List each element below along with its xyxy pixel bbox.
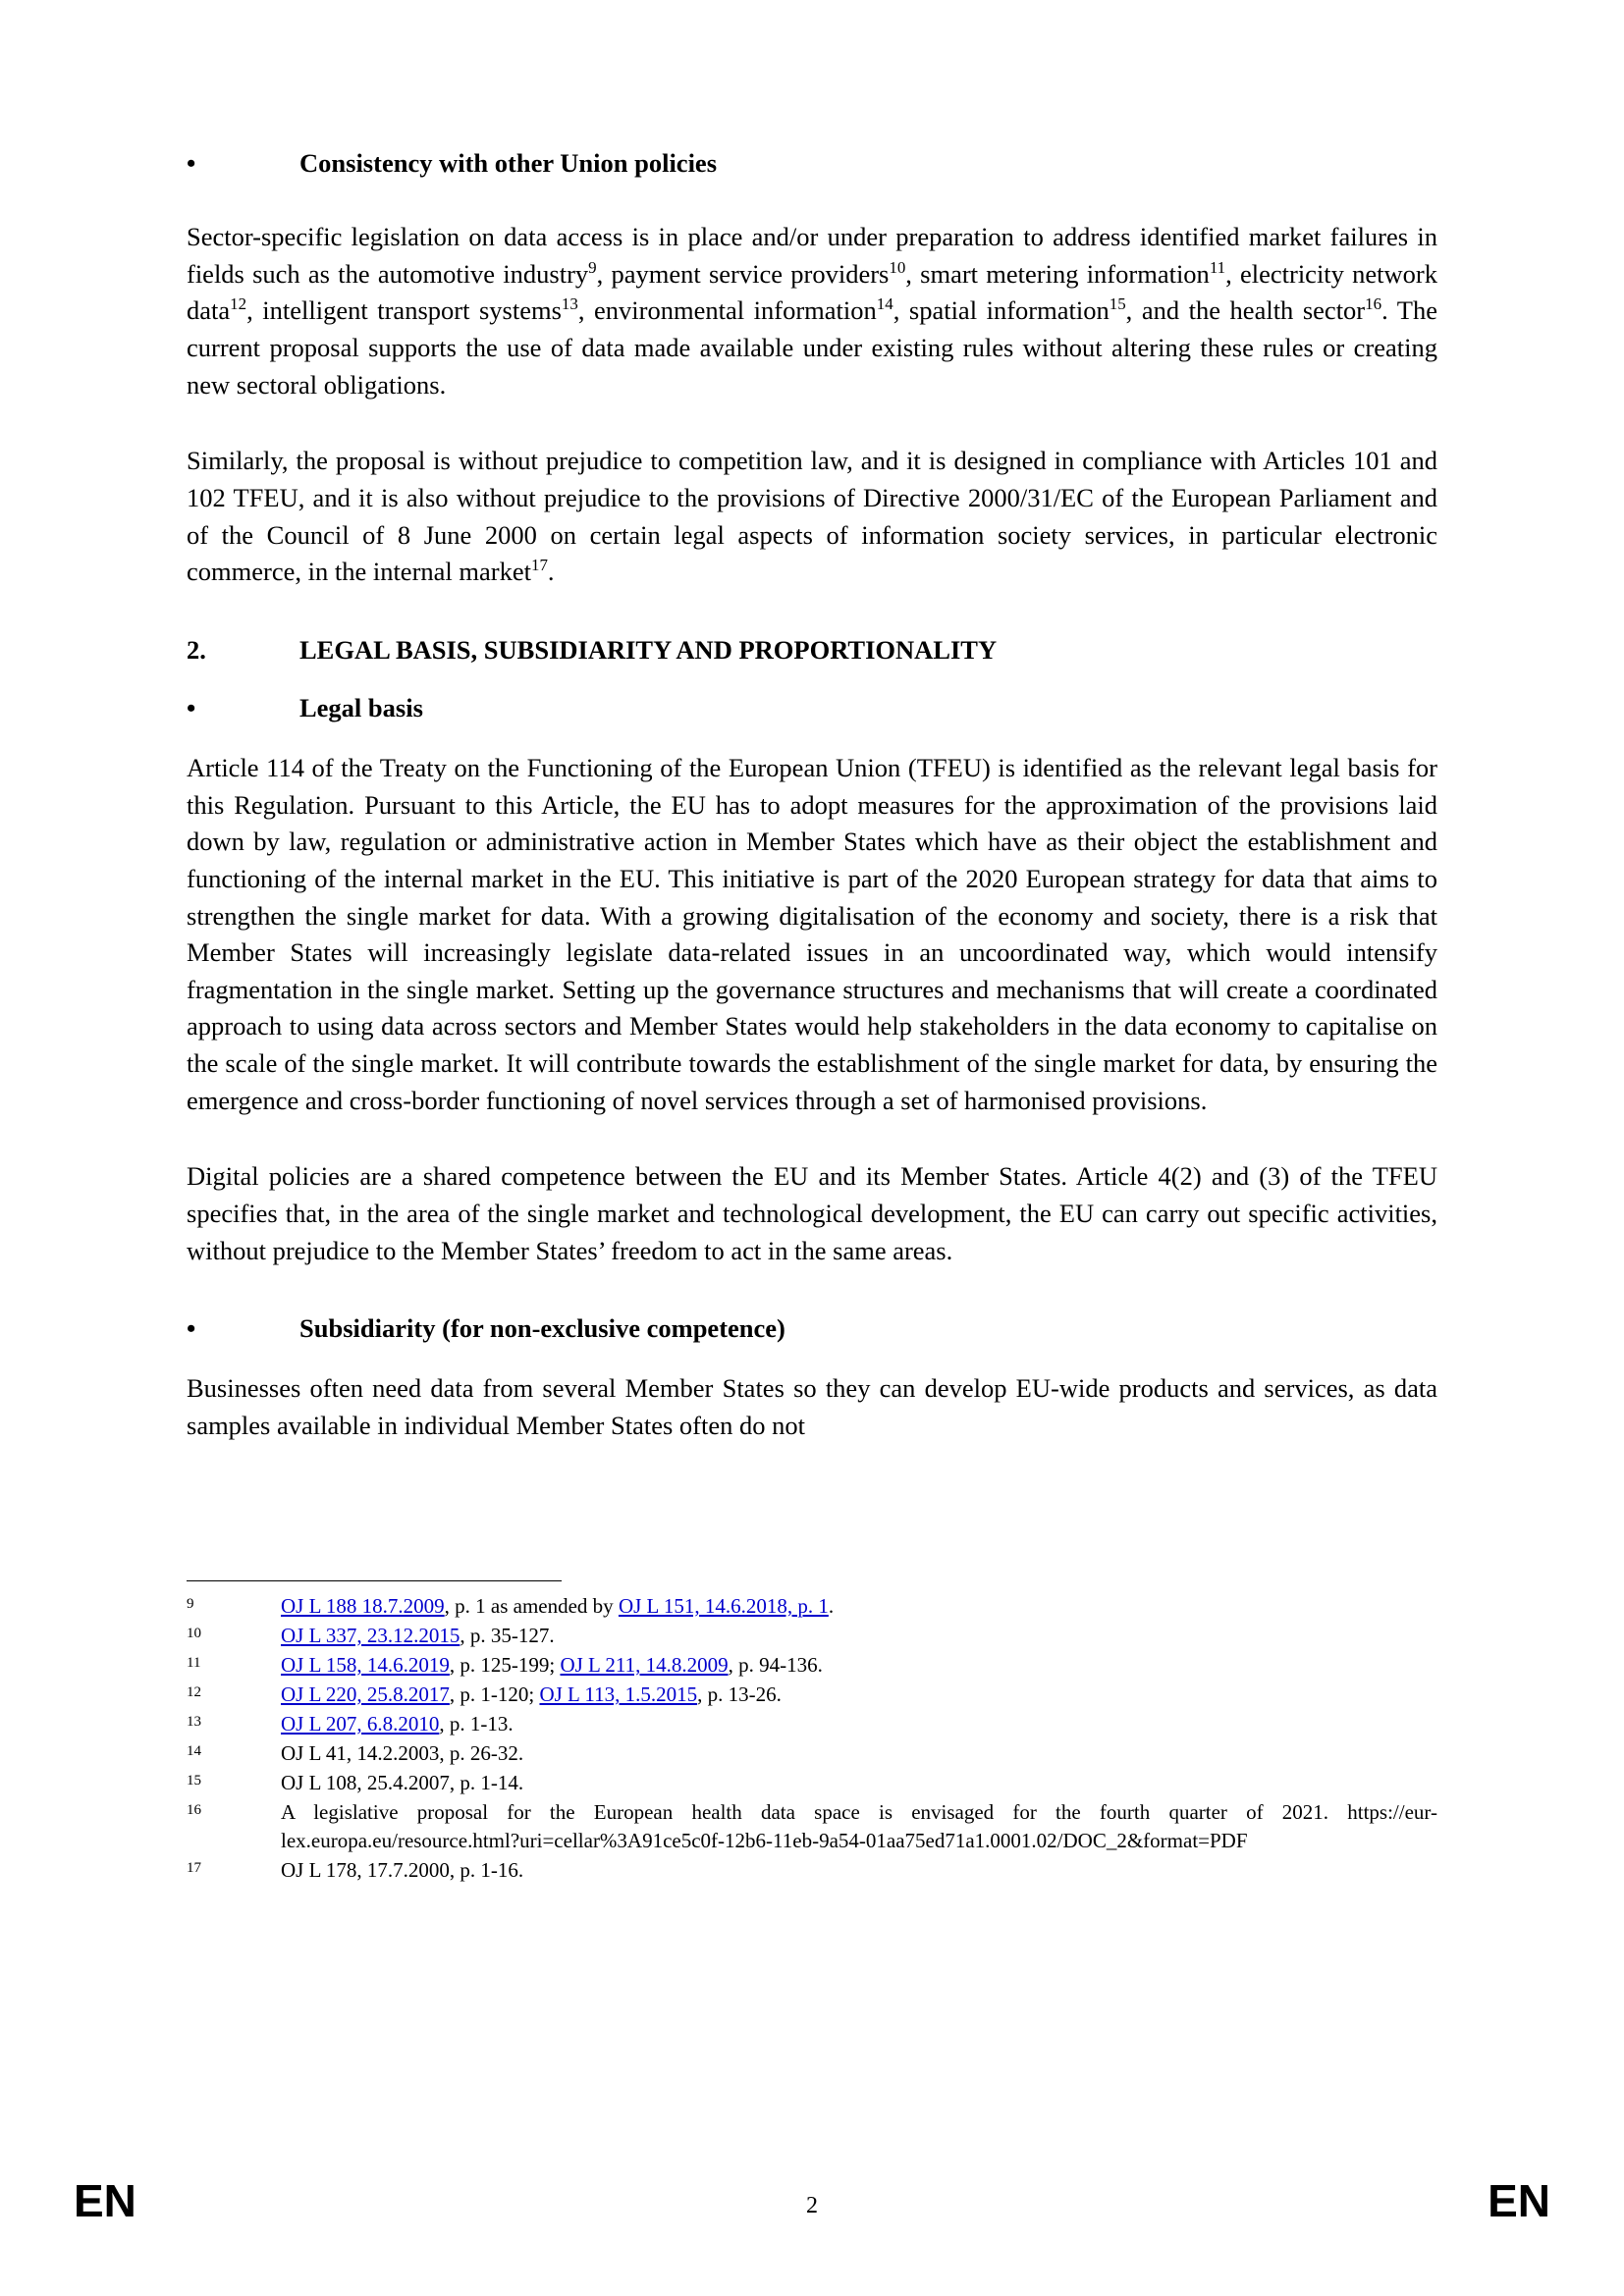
footnote-link[interactable]: OJ L 220, 25.8.2017 [281,1682,450,1706]
footnote-number: 11 [187,1654,201,1671]
footnote-link[interactable]: OJ L 158, 14.6.2019 [281,1652,450,1677]
footnote-number: 10 [187,1625,201,1641]
para-similarly-part-2: . [547,557,555,587]
footnote-text [281,1769,1437,1797]
footnote-text [281,1739,1437,1768]
footnote-text-segment: , p. 1-120; [449,1682,540,1706]
footnote-item [187,1681,1437,1709]
footnote-text [281,1710,1437,1738]
footnote-list [187,1592,1437,1885]
heading-subsidiarity [187,1312,1437,1345]
footnote-text-segment: , p. 35-127. [460,1623,555,1647]
para-sector-part-7: , spatial information [893,295,1110,326]
footnote-number: 9 [187,1596,194,1612]
footnote-text-segment: A legislative proposal for the European health data space is envisaged for the fourth quarter of 2021. https://eur-lex.europa.eu/resource.html?uri=cellar%3A91ce5c0f-12b6-11eb-9a54-01aa75ed71a1.0001.02/DOC_2&format=PDF [281,1799,1437,1852]
footnote-text [281,1681,1437,1709]
footnote-number: 13 [187,1713,201,1730]
bullet-icon: • [187,692,196,722]
para-sector-part-8: , and the health sector [1125,295,1366,326]
footnote-text [281,1798,1437,1855]
footnotes-section [187,1580,1437,1886]
footnote-ref-11: 11 [1209,257,1226,277]
footnote-link[interactable]: OJ L 113, 1.5.2015 [539,1682,698,1706]
heading-consistency-with-other-union-policies [187,147,1437,180]
footnote-item [187,1710,1437,1738]
page-content [187,147,1437,1445]
footnote-text-segment: OJ L 178, 17.7.2000, p. 1-16. [281,1857,524,1882]
footnote-item [187,1651,1437,1680]
footnote-item [187,1856,1437,1885]
paragraph-similarly-without-prejudice [187,443,1437,591]
footnote-ref-14: 14 [876,294,893,314]
para-similarly-part-1: Similarly, the proposal is without prejudice to competition law, and it is designed in compliance with Articles 101 and 102 TFEU, and it is also without prejudice to the provisions of Directive 2000/31/EC of the European Parliament and of the Council of 8 June 2000 on certain legal aspects of information society services, in particular electronic commerce, in the internal market [187,446,1437,587]
footnote-item [187,1592,1437,1621]
footnote-text [281,1856,1437,1885]
section-title: LEGAL BASIS, SUBSIDIARITY AND PROPORTIONALITY [299,634,998,665]
footnote-text [281,1651,1437,1680]
footnote-text-segment: OJ L 41, 14.2.2003, p. 26-32. [281,1740,524,1765]
footnote-text [281,1622,1437,1650]
paragraph-digital-policies: Digital policies are a shared competence between the EU and its Member States. Article 4(2) and (3) of the TFEU specifies that, in the area of the single market and technological development, the EU can carry out specific activities, without prejudice to the Member States’ freedom to act in the same areas. [187,1161,1437,1265]
bullet-icon: • [187,148,196,178]
footnote-text-segment: OJ L 108, 25.4.2007, p. 1-14. [281,1770,524,1794]
footnote-item [187,1798,1437,1855]
footnote-ref-17: 17 [530,556,548,575]
footnote-ref-12: 12 [230,294,247,314]
footnote-link[interactable]: OJ L 337, 23.12.2015 [281,1623,460,1647]
footnote-ref-13: 13 [561,294,578,314]
footer-language-right: EN [1488,2175,1550,2226]
footer-page-number: 2 [806,2193,818,2218]
footnote-separator-rule [187,1580,562,1581]
heading-legal-basis-label: Legal basis [299,692,423,722]
footnote-number: 14 [187,1742,201,1759]
para-sector-part-3: , smart metering information [905,258,1210,289]
para-sector-part-4: , electricity network data [187,258,1437,326]
para-sector-part-2: , payment service providers [596,258,890,289]
footnote-text-segment: , p. 125-199; [449,1652,561,1677]
footnote-link[interactable]: OJ L 207, 6.8.2010 [281,1711,440,1735]
footnote-number: 17 [187,1859,201,1876]
footnote-link[interactable]: OJ L 151, 14.6.2018, p. 1 [618,1594,829,1618]
footnote-link[interactable]: OJ L 188 18.7.2009 [281,1594,445,1618]
footer-language-left: EN [74,2175,136,2226]
footnote-ref-15: 15 [1109,294,1126,314]
footnote-text-segment: , p. 1 as amended by [444,1594,619,1618]
paragraph-subsidiarity: Businesses often need data from several Member States so they can develop EU-wide products and services, as data samples available in individual Member States often do not [187,1373,1437,1440]
paragraph-sector-specific-legislation [187,219,1437,403]
footnote-item [187,1739,1437,1768]
section-number: 2. [187,634,206,665]
para-sector-part-1: Sector-specific legislation on data access is in place and/or under preparation to address identified market failures in fields such as the automotive industry [187,222,1437,289]
page-footer [0,2168,1624,2227]
footnote-text [281,1592,1437,1621]
footnote-ref-16: 16 [1365,294,1382,314]
footnote-ref-9: 9 [588,257,597,277]
footnote-item [187,1622,1437,1650]
paragraph-legal-basis: Article 114 of the Treaty on the Functioning of the European Union (TFEU) is identified as the relevant legal basis for this Regulation. Pursuant to this Article, the EU has to adopt measures for the approximation of the provisions laid down by law, regulation or administrative action in Member States which have as their object the establishment and functioning of the internal market in the EU. This initiative is part of the 2020 European strategy for data that aims to strengthen the single market for data. With a growing digitalisation of the economy and society, there is a risk that Member States will increasingly legislate data-related issues in an uncoordinated way, which would intensify fragmentation in the single market. Setting up the governance structures and mechanisms that will create a coordinated approach to using data across sectors and Member States would help stakeholders in the data economy to capitalise on the scale of the single market. It will contribute towards the establishment of the single market for data, by ensuring the emergence and cross-border functioning of novel services through a set of harmonised provisions. [187,753,1437,1115]
footnote-text-segment: , p. 1-13. [439,1711,514,1735]
footnote-number: 16 [187,1801,201,1818]
footnote-text-segment: , p. 13-26. [697,1682,782,1706]
footnote-ref-10: 10 [889,257,906,277]
footnote-item [187,1769,1437,1797]
heading-subsidiarity-label: Subsidiarity (for non-exclusive competence) [299,1313,785,1344]
footnote-link[interactable]: OJ L 211, 14.8.2009 [560,1652,729,1677]
para-sector-part-5: , intelligent transport systems [246,295,562,326]
footnote-text-segment: , p. 94-136. [728,1652,823,1677]
heading-consistency-label: Consistency with other Union policies [299,148,718,178]
para-sector-part-9: . The current proposal supports the use of data made available under existing rules without altering these rules or creating new sectoral obligations. [187,295,1437,400]
heading-legal-basis [187,692,1437,724]
footnote-number: 15 [187,1772,201,1789]
bullet-icon: • [187,1313,196,1344]
para-sector-part-6: , environmental information [577,295,877,326]
heading-section-2 [187,634,1437,667]
footnote-number: 12 [187,1683,201,1700]
footnote-text-segment: . [828,1594,835,1618]
